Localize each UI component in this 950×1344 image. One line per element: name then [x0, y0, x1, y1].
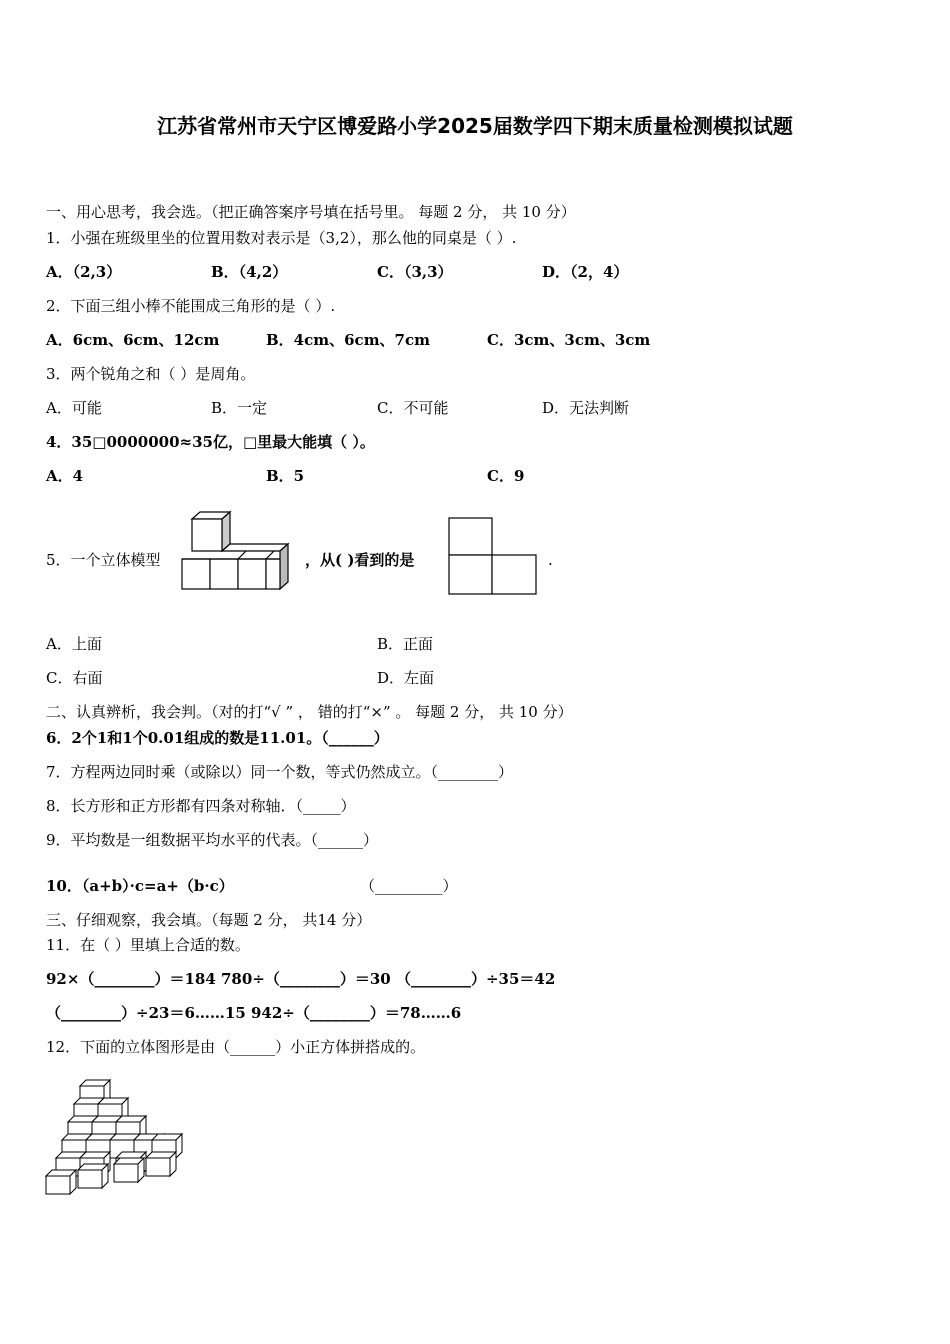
page-title: 江苏省常州市天宁区博爱路小学2025届数学四下期末质量检测模拟试题	[157, 114, 793, 138]
q4-option-a[interactable]: A．4	[46, 467, 84, 485]
q9[interactable]: 9．平均数是一组数据平均水平的代表。（______）	[46, 831, 379, 849]
q1-option-d[interactable]: D．（2，4）	[542, 263, 629, 281]
q4-stem: 4．35□0000000≈35亿，□里最大能填（ ）。	[46, 433, 375, 451]
q2-stem: 2．下面三组小棒不能围成三角形的是（ ）.	[46, 297, 336, 315]
q1-option-a[interactable]: A．（2,3）	[46, 263, 122, 281]
q5-option-d[interactable]: D．左面	[377, 669, 435, 687]
section3-header: 三、仔细观察，我会填。（每题 2 分， 共14 分）	[46, 911, 372, 929]
q1-stem: 1．小强在班级里坐的位置用数对表示是（3,2），那么他的同桌是（ ）.	[46, 229, 517, 247]
q5-stem-middle: ，从( )看到的是	[305, 551, 415, 569]
q5-solid-model-figure	[180, 510, 292, 592]
section2-header: 二、认真辨析，我会判。（对的打“√ ” ， 错的打“×” 。 每题 2 分， 共 10 分）	[46, 703, 573, 721]
q2-option-b[interactable]: B．4cm、6cm、7cm	[266, 331, 431, 349]
q7[interactable]: 7．方程两边同时乘（或除以）同一个数，等式仍然成立。（________）	[46, 763, 514, 781]
q5-option-a[interactable]: A．上面	[46, 635, 102, 653]
q8[interactable]: 8．长方形和正方形都有四条对称轴．（_____）	[46, 797, 356, 815]
q3-stem: 3．两个锐角之和（ ）是周角。	[46, 365, 256, 383]
q11-stem: 11．在（ ）里填上合适的数。	[46, 936, 250, 954]
q2-option-a[interactable]: A．6cm、6cm、12cm	[46, 331, 220, 349]
q5-option-c[interactable]: C．右面	[46, 669, 103, 687]
q3-option-b[interactable]: B．一定	[211, 399, 268, 417]
q4-option-b[interactable]: B．5	[266, 467, 305, 485]
q1-option-c[interactable]: C．（3,3）	[377, 263, 453, 281]
q3-option-d[interactable]: D．无法判断	[542, 399, 630, 417]
q5-view-figure	[448, 516, 538, 596]
q12-stem: 12．下面的立体图形是由（______）小正方体拼搭成的。	[46, 1038, 426, 1056]
section1-header: 一、用心思考，我会选。（把正确答案序号填在括号里。 每题 2 分， 共 10 分）	[46, 203, 576, 221]
q11-line1[interactable]: 92×（________）＝184 780÷（________）＝30 （________）÷35＝42	[46, 970, 556, 988]
q5-option-b[interactable]: B．正面	[377, 635, 434, 653]
q11-line2[interactable]: （________）÷23＝6……15 942÷（________）＝78……6	[46, 1004, 462, 1022]
q3-option-a[interactable]: A．可能	[46, 399, 102, 417]
q10-statement: 10．（a+b）·c=a+（b·c）	[46, 877, 234, 895]
q5-stem-prefix: 5．一个立体模型	[46, 551, 161, 569]
q2-option-c[interactable]: C．3cm、3cm、3cm	[487, 331, 651, 349]
q5-stem-suffix: .	[548, 551, 553, 569]
q10-answer-blank[interactable]: （_________）	[360, 877, 458, 895]
q4-option-c[interactable]: C．9	[487, 467, 525, 485]
q12-stacked-cubes-figure	[44, 1078, 189, 1198]
q6[interactable]: 6．2个1和1个0.01组成的数是11.01。（______）	[46, 729, 389, 747]
q3-option-c[interactable]: C．不可能	[377, 399, 449, 417]
q1-option-b[interactable]: B．（4,2）	[211, 263, 288, 281]
